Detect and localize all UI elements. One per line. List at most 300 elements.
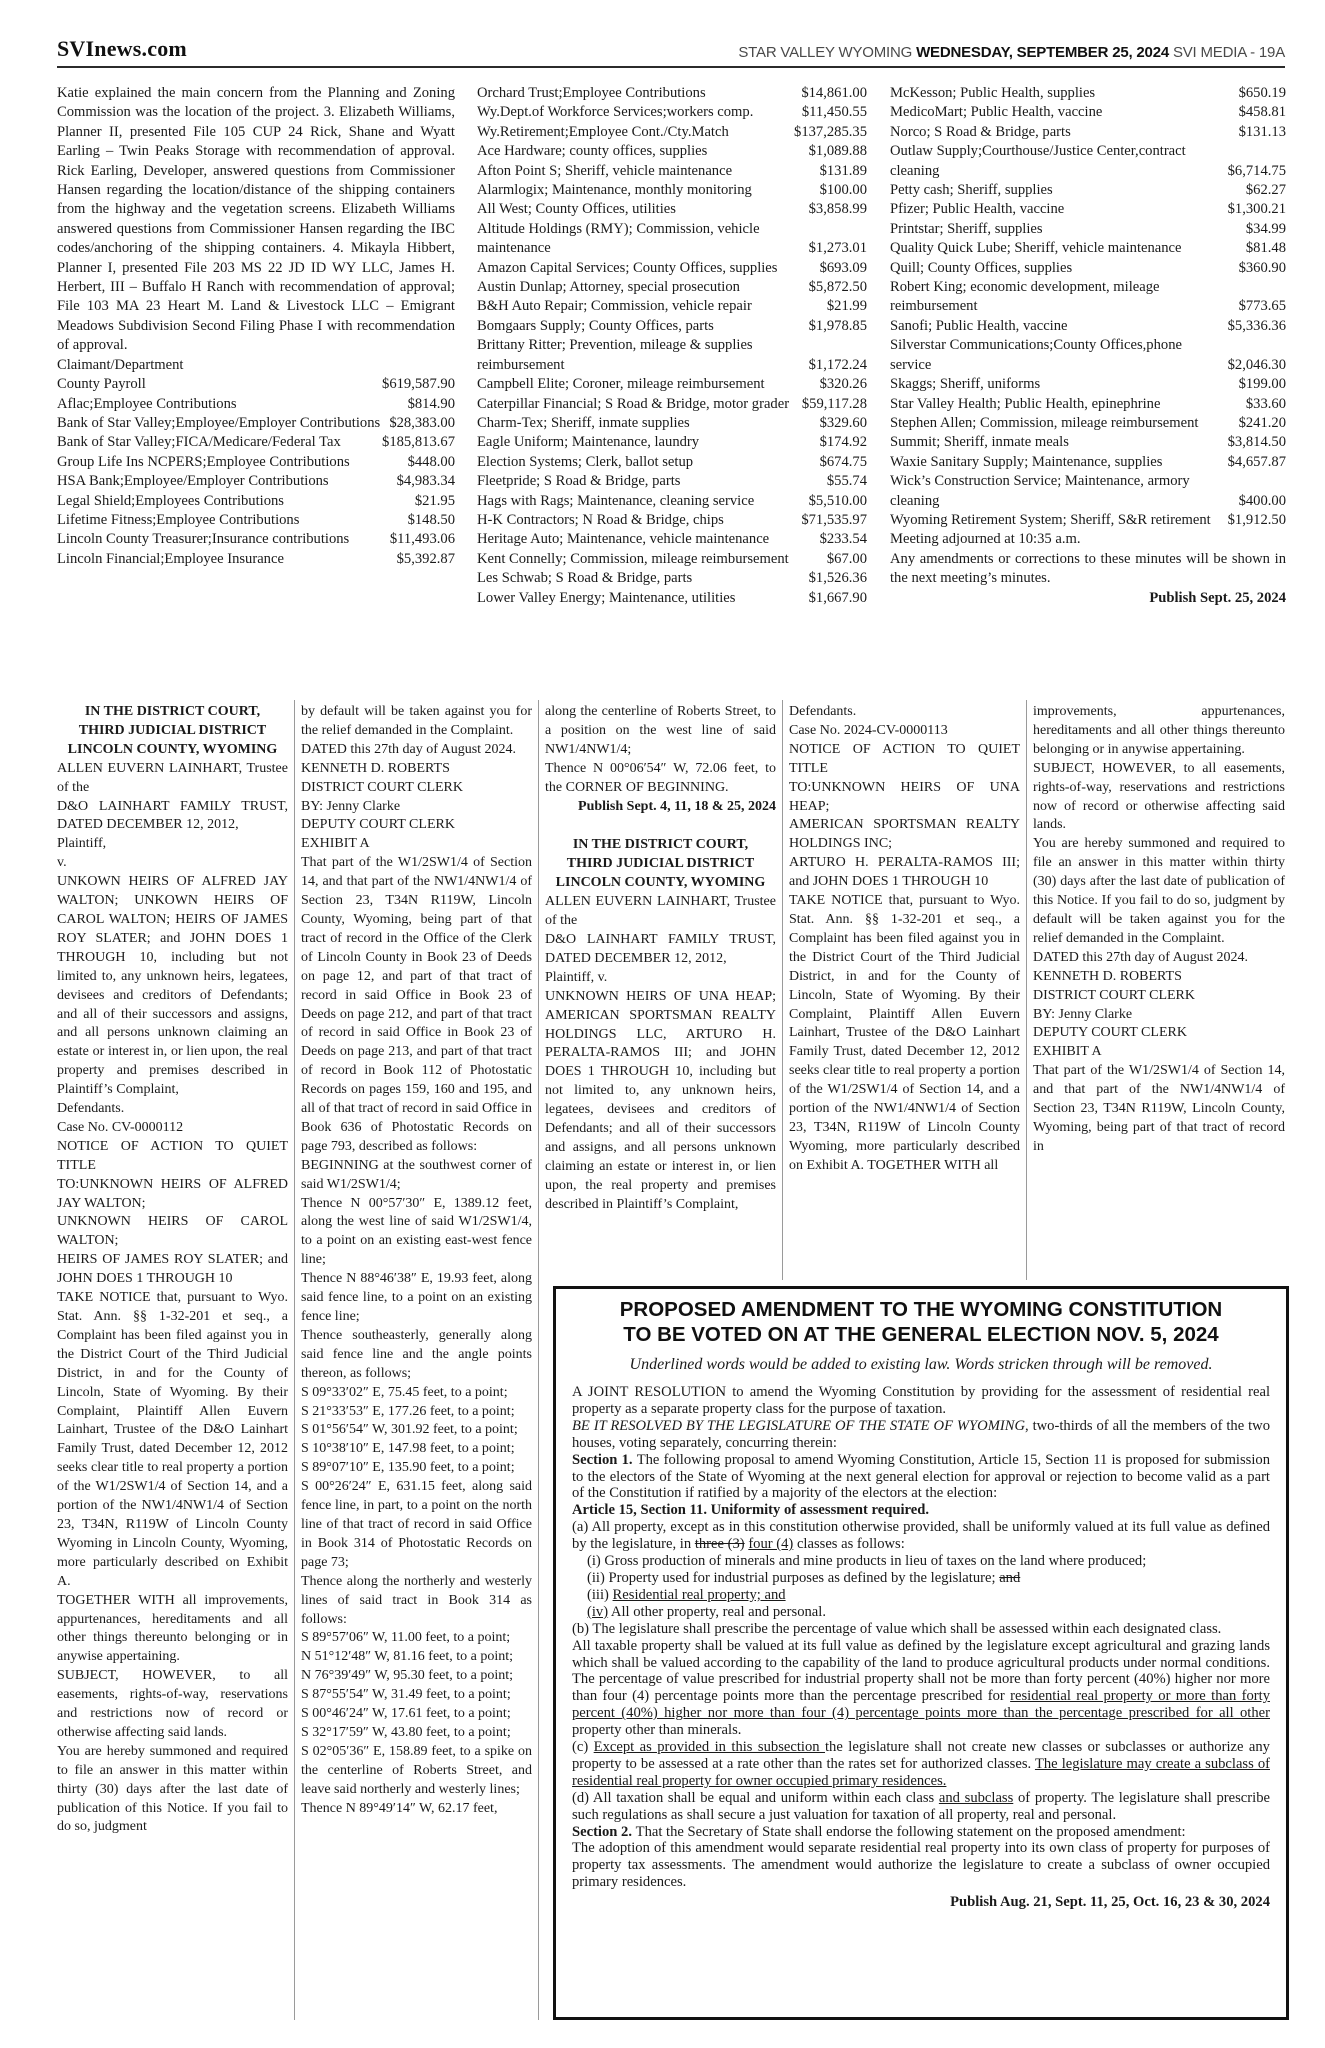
legal-paragraph: S 21°33′53″ E, 177.26 feet, to a point; bbox=[301, 1403, 515, 1419]
legal-line: v. bbox=[57, 855, 67, 871]
amendment-paragraph bbox=[572, 1570, 1270, 1587]
claim-row bbox=[477, 336, 867, 375]
claim-name: B&H Auto Repair; Commission, vehicle repair bbox=[477, 298, 752, 315]
text-segment: (b) The legislature shall prescribe the percentage of value which shall be assessed within each designated class. bbox=[572, 1620, 1222, 1637]
legal-paragraph: Thence southeasterly, generally along said fence line and the angle points thereon, as follows; bbox=[301, 1327, 532, 1381]
court-title-line: THIRD JUDICIAL DISTRICT bbox=[78, 722, 267, 738]
legal-paragraph: TAKE NOTICE that, pursuant to Wyo. Stat. Ann. §§ 1-32-201 et seq., a Complaint has been filed against you in the District Court of the Third Judicial District, in and for the County of Lincoln, State of Wyoming. By their Complaint, Plaintiff Allen Euvern Lainhart, Trustee of the D&O Lainhart Family Trust, dated December 12, 2012 seeks clear title to real property a portion of the W1/2SW1/4 of Section 14, and a portion of the NW1/4NW1/4 of Section 23, T34N, R119W of Lincoln County Wyoming, more particularly described on Exhibit A. TOGETHER WITH all bbox=[789, 893, 1020, 1173]
claim-name: Bank of Star Valley;FICA/Medicare/Federal Tax bbox=[57, 434, 341, 451]
claim-name: Altitude Holdings (RMY); Commission, vehicle maintenance bbox=[477, 220, 760, 257]
claim-name: Norco; S Road & Bridge, parts bbox=[890, 123, 1071, 140]
text-segment: (a) All property, except as in this constitution otherwise provided, shall be uniformly valued at its full value as defined by the legislature, in bbox=[572, 1519, 1270, 1553]
legal-paragraph: D&O LAINHART FAMILY TRUST, DATED DECEMBER 12, 2012, bbox=[545, 931, 776, 966]
legal-paragraph: by default will be taken against you for the relief demanded in the Complaint. bbox=[301, 704, 532, 738]
claim-row bbox=[477, 395, 867, 414]
legal-line: DEPUTY COURT CLERK bbox=[1033, 1025, 1187, 1041]
claim-name: McKesson; Public Health, supplies bbox=[890, 85, 1096, 101]
claim-row bbox=[890, 375, 1286, 394]
amendment-paragraph bbox=[572, 1604, 1270, 1621]
legal-paragraph: S 89°57′06″ W, 11.00 feet, to a point; bbox=[301, 1630, 511, 1646]
claim-name: Lifetime Fitness;Employee Contributions bbox=[57, 511, 300, 528]
adjourned-line: Meeting adjourned at 10:35 a.m. bbox=[890, 531, 1081, 548]
legal-paragraph: N 76°39′49″ W, 95.30 feet, to a point; bbox=[301, 1668, 514, 1684]
claim-name: Bank of Star Valley;Employee/Employer Contributions bbox=[57, 414, 381, 431]
column-rule bbox=[782, 700, 783, 1280]
claim-name: Quill; County Offices, supplies bbox=[890, 259, 1073, 276]
text-segment: All other property, real and personal. bbox=[608, 1603, 826, 1620]
underlined-text: The legislature may create a subclass of residential real property for owner occupied primary residences. bbox=[572, 1755, 1270, 1789]
claim-amount: $100.00 bbox=[819, 182, 867, 199]
claim-row bbox=[477, 492, 867, 511]
claim-amount: $55.74 bbox=[826, 473, 867, 490]
text-segment: That the Secretary of State shall endorse the following statement on the proposed amendment: bbox=[635, 1823, 1186, 1840]
legal-paragraph: TOGETHER WITH all improvements, appurtenances, hereditaments and all other things thereunto belonging or in anywise appertaining. bbox=[57, 1592, 288, 1665]
legal-line: BY: Jenny Clarke bbox=[1033, 1006, 1133, 1022]
legal-paragraph: SUBJECT, HOWEVER, to all easements, rights-of-way, reservations and restrictions now of record or otherwise affecting said lands. bbox=[57, 1668, 288, 1740]
claim-amount: $11,450.55 bbox=[801, 104, 867, 121]
legal-paragraph: DATED this 27th day of August 2024. bbox=[1033, 949, 1249, 965]
claim-amount: $619,587.90 bbox=[382, 376, 455, 393]
claim-row bbox=[890, 433, 1286, 452]
legal-paragraph: DATED this 27th day of August 2024. bbox=[301, 741, 517, 757]
claim-row bbox=[890, 395, 1286, 414]
header-date: WEDNESDAY, SEPTEMBER 25, 2024 bbox=[916, 44, 1169, 61]
claim-amount: $1,300.21 bbox=[1227, 201, 1286, 218]
claim-name: Summit; Sheriff, inmate meals bbox=[890, 434, 1069, 451]
claim-row bbox=[890, 220, 1286, 239]
legal-paragraph: S 32°17′59″ W, 43.80 feet, to a point; bbox=[301, 1724, 511, 1740]
amendment-paragraph bbox=[572, 1824, 1270, 1841]
claim-row bbox=[890, 123, 1286, 142]
court-title-line: IN THE DISTRICT COURT, bbox=[84, 704, 261, 719]
claim-row bbox=[477, 103, 867, 122]
claim-amount: $185,813.67 bbox=[382, 434, 455, 451]
claim-amount: $5,510.00 bbox=[808, 492, 867, 509]
legal-paragraph: S 09°33′02″ E, 75.45 feet, to a point; bbox=[301, 1384, 508, 1400]
claim-name: Sanofi; Public Health, vaccine bbox=[890, 317, 1068, 334]
amendment-note: Underlined words would be added to existing law. Words stricken through will be removed. bbox=[629, 1356, 1213, 1373]
amendment-paragraph bbox=[572, 1519, 1270, 1553]
claim-amount: $67.00 bbox=[826, 550, 867, 567]
claim-row bbox=[477, 530, 867, 549]
claim-name: H-K Contractors; N Road & Bridge, chips bbox=[477, 511, 724, 528]
amendment-paragraph bbox=[572, 1553, 1270, 1570]
claim-row bbox=[57, 530, 455, 549]
underlined-text: Except as provided in this subsection bbox=[593, 1739, 825, 1756]
amendment-paragraph bbox=[572, 1587, 1270, 1604]
claim-amount: $11,493.06 bbox=[389, 531, 455, 548]
legal-paragraph: S 89°07′10″ E, 135.90 feet, to a point; bbox=[301, 1460, 515, 1476]
legal-notice-column-e bbox=[1033, 703, 1285, 1157]
claim-name: Kent Connelly; Commission, mileage reimbursement bbox=[477, 550, 789, 567]
amendment-title-line1: PROPOSED AMENDMENT TO THE WYOMING CONSTITUTION bbox=[619, 1298, 1223, 1321]
claim-row bbox=[890, 511, 1286, 530]
legal-notice-column-a bbox=[57, 703, 288, 1837]
claim-amount: $241.20 bbox=[1238, 414, 1286, 431]
claim-row bbox=[890, 472, 1286, 511]
column-rule bbox=[1026, 700, 1027, 1280]
amendment-paragraph bbox=[572, 1739, 1270, 1790]
legal-paragraph: Case No. 2024-CV-0000113 bbox=[789, 722, 948, 738]
amendment-paragraph bbox=[572, 1418, 1270, 1452]
claim-row bbox=[477, 511, 867, 530]
text-segment: (i) Gross production of minerals and mine products in lieu of taxes on the land where produced; bbox=[587, 1553, 1147, 1570]
text-segment: All taxable property shall be valued at its full value as defined by the legislature except agricultural and grazing lands which shall be valued according to the capability of the land to produce agricultural products under normal conditions. The percentage of value prescribed for industrial property shall not be more than forty percent (40%) higher nor more than four (4) percentage points more than the percentage prescribed for bbox=[572, 1637, 1270, 1705]
claim-row bbox=[57, 453, 455, 472]
claims-list-3 bbox=[890, 84, 1286, 530]
amendment-paragraph bbox=[572, 1502, 1270, 1519]
legal-paragraph: Thence N 88°46′38″ E, 19.93 feet, along said fence line, to a point on an existing fence line; bbox=[301, 1271, 532, 1324]
claim-name: Group Life Ins NCPERS;Employee Contributions bbox=[57, 453, 350, 470]
claim-name: Les Schwab; S Road & Bridge, parts bbox=[477, 570, 693, 587]
claim-amount: $674.75 bbox=[819, 453, 867, 470]
legal-paragraph: HEIRS OF JAMES ROY SLATER; and JOHN DOES 1 THROUGH 10 bbox=[57, 1252, 288, 1287]
claim-row bbox=[890, 453, 1286, 472]
legal-paragraph: That part of the W1/2SW1/4 of Section 14, and that part of the NW1/4NW1/4 of Section 23, T34N R119W, Lincoln County, Wyoming, being part of that tract of record in the Office of the Clerk of Lincoln County in Book 23 of Deeds on page 12, and part of that tract of record in said Office in Book 23 of Deeds on page 212, and part of that tract of record in said Office in Book 23 of Deeds on page 213, and part of that tract of record in Book 112 of Photostatic Records on pages 159, 160 and 195, and all of that tract of record in said Office in Book 636 of Photostatic Records on page 793, described as follows: bbox=[301, 855, 532, 1154]
claim-amount: $137,285.35 bbox=[794, 123, 867, 140]
claim-amount: $81.48 bbox=[1245, 240, 1286, 257]
publish-line: Publish Sept. 4, 11, 18 & 25, 2024 bbox=[578, 798, 776, 814]
claim-amount: $21.99 bbox=[826, 298, 867, 315]
claim-row bbox=[477, 453, 867, 472]
claim-amount: $33.60 bbox=[1245, 395, 1286, 412]
text-segment: (iii) bbox=[587, 1586, 613, 1603]
text-segment: Article 15, Section 11. Uniformity of assessment required. bbox=[572, 1502, 929, 1519]
claim-name: Wick’s Construction Service; Maintenance, armory cleaning bbox=[890, 473, 1190, 509]
legal-paragraph: S 87°55′54″ W, 31.49 feet, to a point; bbox=[301, 1687, 511, 1703]
claim-name: All West; County Offices, utilities bbox=[477, 201, 676, 218]
legal-paragraph: S 02°05′36″ E, 158.89 feet, to a spike on the centerline of Roberts Street, and leave said northerly and westerly lines; bbox=[301, 1743, 532, 1797]
claim-amount: $400.00 bbox=[1238, 492, 1286, 509]
amendment-paragraph bbox=[572, 1638, 1270, 1739]
claim-amount: $5,336.36 bbox=[1227, 317, 1286, 334]
claim-name: Ace Hardware; county offices, supplies bbox=[477, 143, 708, 160]
amendment-paragraph bbox=[572, 1621, 1270, 1638]
claim-amount: $458.81 bbox=[1238, 104, 1286, 121]
legal-paragraph: TO:UNKNOWN HEIRS OF UNA HEAP; bbox=[789, 779, 1020, 814]
claim-amount: $650.19 bbox=[1238, 85, 1286, 101]
minutes-intro-paragraph: Katie explained the main concern from the Planning and Zoning Commission was the location of the project. 3. Elizabeth Williams, Planner II, presented File 105 CUP 24 Rick, Shane and Wyatt Earling – Twin Peaks Storage with recommendation of approval. Rick Earling, Developer, answered questions from Commissioner Hansen regarding the location/distance of the shipping containers from the highway and the vegetation screens. Elizabeth Williams answered questions from Commissioner Hansen regarding the IBC codes/anchoring of the shipping containers. 4. Mikayla Hibbert, Planner I, presented File 203 MS 22 JD ID WY LLC, James H. Herbert, III – Buffalo H Ranch with recommendation of approval; File 103 MA 23 Heart M. Land & Livestock LLC – Emigrant Meadows Subdivision Second Filing Phase I with recommendation of approval. bbox=[57, 85, 455, 354]
claim-name: Lincoln County Treasurer;Insurance contributions bbox=[57, 531, 350, 548]
amendment-paragraph bbox=[572, 1840, 1270, 1891]
claim-name: Orchard Trust;Employee Contributions bbox=[477, 85, 706, 101]
claim-name: Bomgaars Supply; County Offices, parts bbox=[477, 317, 714, 334]
legal-paragraph: Thence along the northerly and westerly lines of said tract in Book 314 as follows: bbox=[301, 1573, 532, 1627]
claim-name: Hags with Rags; Maintenance, cleaning service bbox=[477, 492, 755, 509]
legal-paragraph: AMERICAN SPORTSMAN REALTY HOLDINGS INC; bbox=[789, 817, 1020, 852]
text-segment: Section 1. bbox=[572, 1451, 637, 1468]
header-meta bbox=[738, 44, 1285, 61]
claim-name: HSA Bank;Employee/Employer Contributions bbox=[57, 473, 329, 490]
claim-row bbox=[477, 375, 867, 394]
legal-line: KENNETH D. ROBERTS bbox=[301, 760, 450, 776]
text-segment: , two-thirds of all the members of the two houses, voting separately, concurring therein: bbox=[572, 1417, 1270, 1451]
claim-row bbox=[890, 317, 1286, 336]
claim-row bbox=[890, 414, 1286, 433]
claim-amount: $1,089.88 bbox=[808, 143, 867, 160]
legal-paragraph: UNKNOWN HEIRS OF CAROL WALTON; bbox=[57, 1214, 288, 1249]
text-segment: BE IT RESOLVED BY THE LEGISLATURE OF THE STATE OF WYOMING bbox=[572, 1417, 1026, 1434]
claim-name: Caterpillar Financial; S Road & Bridge, motor grader bbox=[477, 395, 790, 412]
claim-row bbox=[477, 123, 867, 142]
claim-amount: $4,983.34 bbox=[396, 473, 455, 490]
claim-amount: $62.27 bbox=[1245, 182, 1286, 199]
claim-name: Brittany Ritter; Prevention, mileage & supplies reimbursement bbox=[477, 337, 753, 373]
legal-line: Plaintiff, v. bbox=[545, 969, 608, 985]
legal-paragraph: ARTURO H. PERALTA-RAMOS III; and JOHN DOES 1 THROUGH 10 bbox=[789, 855, 1020, 890]
claim-row bbox=[477, 220, 867, 259]
claim-amount: $814.90 bbox=[407, 395, 455, 412]
text-segment: (c) bbox=[572, 1739, 594, 1756]
claim-row bbox=[57, 433, 455, 452]
court-title-line: IN THE DISTRICT COURT, bbox=[572, 837, 749, 853]
claim-amount: $5,392.87 bbox=[396, 550, 455, 567]
legal-paragraph: D&O LAINHART FAMILY TRUST, DATED DECEMBER 12, 2012, bbox=[57, 798, 288, 833]
claim-amount: $1,978.85 bbox=[808, 317, 867, 334]
claim-amount: $3,858.99 bbox=[808, 201, 867, 218]
claim-amount: $21.95 bbox=[414, 492, 455, 509]
claim-name: Fleetpride; S Road & Bridge, parts bbox=[477, 473, 681, 490]
claim-row bbox=[477, 162, 867, 181]
claim-row bbox=[57, 414, 455, 433]
amendment-box bbox=[553, 1286, 1289, 2020]
claim-name: Legal Shield;Employees Contributions bbox=[57, 492, 284, 509]
claim-amount: $148.50 bbox=[407, 511, 455, 528]
claim-amount: $693.09 bbox=[819, 259, 867, 276]
claim-name: MedicoMart; Public Health, vaccine bbox=[890, 104, 1103, 121]
legal-line: EXHIBIT A bbox=[1033, 1044, 1102, 1060]
claim-row bbox=[477, 142, 867, 161]
underlined-text: (iv) bbox=[587, 1603, 609, 1620]
claim-row bbox=[477, 317, 867, 336]
minutes-publish-line: Publish Sept. 25, 2024 bbox=[1149, 589, 1286, 606]
column-rule bbox=[538, 700, 539, 2020]
claim-amount: $59,117.28 bbox=[801, 395, 867, 412]
legal-paragraph: That part of the W1/2SW1/4 of Section 14, and that part of the NW1/4NW1/4 of Section 23, T34N R119W, Lincoln County, Wyoming, being part of that tract of record in bbox=[1033, 1063, 1285, 1154]
claim-name: Lincoln Financial;Employee Insurance bbox=[57, 550, 284, 567]
legal-paragraph: Thence N 00°06′54″ W, 72.06 feet, to the CORNER OF BEGINNING. bbox=[545, 760, 776, 795]
legal-paragraph: SUBJECT, HOWEVER, to all easements, rights-of-way, reservations and restrictions now of record or otherwise affecting said lands. bbox=[1033, 760, 1285, 833]
claim-amount: $174.92 bbox=[819, 434, 867, 451]
amendment-body bbox=[572, 1384, 1270, 1891]
legal-line: BY: Jenny Clarke bbox=[301, 798, 401, 814]
amendment-title-line2: TO BE VOTED ON AT THE GENERAL ELECTION NOV. 5, 2024 bbox=[623, 1323, 1219, 1346]
claim-row bbox=[477, 472, 867, 491]
amendments-note: Any amendments or corrections to these minutes will be shown in the next meeting’s minutes. bbox=[890, 550, 1286, 587]
legal-paragraph: S 10°38′10″ E, 147.98 feet, to a point; bbox=[301, 1441, 515, 1457]
legal-paragraph: ALLEN EUVERN LAINHART, Trustee of the bbox=[57, 760, 288, 795]
underlined-text: residential real property or more than forty percent (40%) higher nor more than four (4) percentage points more than the percentage prescribed for all other bbox=[572, 1688, 1270, 1722]
legal-paragraph: Case No. CV-0000112 bbox=[57, 1119, 184, 1135]
header-rule bbox=[57, 66, 1285, 68]
claim-name: Lower Valley Energy; Maintenance, utilities bbox=[477, 589, 736, 606]
claim-row bbox=[477, 589, 867, 608]
text-segment: classes as follows: bbox=[793, 1536, 905, 1553]
claim-row bbox=[477, 550, 867, 569]
claim-amount: $3,814.50 bbox=[1227, 434, 1286, 451]
text-segment: Section 2. bbox=[572, 1823, 636, 1840]
legal-notice-column-d bbox=[789, 703, 1020, 1176]
legal-paragraph: Thence N 89°49′14″ W, 62.17 feet, bbox=[301, 1800, 498, 1816]
claim-row bbox=[890, 259, 1286, 278]
claim-name: Printstar; Sheriff, supplies bbox=[890, 220, 1043, 237]
legal-line: KENNETH D. ROBERTS bbox=[1033, 968, 1182, 984]
claim-row bbox=[890, 103, 1286, 122]
claim-name: Aflac;Employee Contributions bbox=[57, 395, 237, 412]
legal-paragraph: S 00°26′24″ E, 631.15 feet, along said fence line, in part, to a point on the north line of that tract of record in said Office in Book 314 of Photostatic Records on page 73; bbox=[301, 1479, 532, 1570]
legal-paragraph: improvements, appurtenances, hereditaments and all other things thereunto belonging or in anywise appertaining. bbox=[1033, 704, 1285, 757]
amendment-paragraph bbox=[572, 1384, 1270, 1418]
claim-row bbox=[57, 492, 455, 511]
claim-name: Petty cash; Sheriff, supplies bbox=[890, 182, 1053, 199]
underlined-text: and subclass bbox=[938, 1789, 1014, 1806]
minutes-column-3 bbox=[890, 84, 1286, 608]
stricken-text: and bbox=[999, 1569, 1021, 1586]
text-segment: (ii) Property used for industrial purposes as defined by the legislature; bbox=[587, 1569, 1000, 1586]
text-segment: A JOINT RESOLUTION to amend the Wyoming Constitution by providing for the assessment of residential real property as a separate property class for the purpose of taxation. bbox=[572, 1384, 1270, 1417]
legal-paragraph: You are hereby summoned and required to file an answer in this matter within thirty (30) days after the last date of publication of this Notice. If you fail to do so, judgment by default will be taken against you for the relief demanded in the Complaint. bbox=[1033, 836, 1285, 946]
claim-amount: $4,657.87 bbox=[1227, 453, 1286, 470]
underlined-text: Residential real property; and bbox=[612, 1586, 786, 1603]
claim-row bbox=[477, 84, 867, 103]
claim-name: Amazon Capital Services; County Offices, supplies bbox=[477, 259, 778, 276]
claim-name: Alarmlogix; Maintenance, monthly monitoring bbox=[477, 182, 752, 199]
claim-name: Heritage Auto; Maintenance, vehicle maintenance bbox=[477, 531, 770, 548]
legal-line: Defendants. bbox=[789, 704, 857, 719]
claim-name: Robert King; economic development, mileage reimbursement bbox=[890, 279, 1160, 315]
claim-name: Austin Dunlap; Attorney, special prosecution bbox=[477, 279, 740, 296]
legal-line: DISTRICT COURT CLERK bbox=[301, 779, 463, 795]
legal-paragraph: NOTICE OF ACTION TO QUIET TITLE bbox=[789, 741, 1020, 776]
claim-name: Wyoming Retirement System; Sheriff, S&R retirement bbox=[890, 511, 1211, 528]
court-title-line: LINCOLN COUNTY, WYOMING bbox=[555, 875, 766, 891]
claim-row bbox=[890, 278, 1286, 317]
header-location: STAR VALLEY WYOMING bbox=[738, 44, 917, 61]
text-segment: the legislature shall not create new classes or subclasses or authorize any property to be assessed at a rate other than the rates set for authorized classes. bbox=[572, 1739, 1270, 1772]
claim-name: Election Systems; Clerk, ballot setup bbox=[477, 453, 694, 470]
claim-amount: $448.00 bbox=[407, 453, 455, 470]
claim-amount: $320.26 bbox=[819, 376, 867, 393]
underlined-text: four (4) bbox=[748, 1536, 794, 1553]
text-segment: The following proposal to amend Wyoming Constitution, Article 15, Section 11 is proposed for submission to the electors of the State of Wyoming at the next general election for approval or rejection to become valid as a part of the Constitution if ratified by a majority of the electors at the election: bbox=[572, 1451, 1270, 1502]
court-title-line: THIRD JUDICIAL DISTRICT bbox=[566, 856, 755, 872]
minutes-column-2 bbox=[477, 84, 867, 608]
legal-line: Plaintiff, bbox=[57, 836, 107, 852]
claim-name: Charm-Tex; Sheriff, inmate supplies bbox=[477, 414, 690, 431]
claims-list-1 bbox=[57, 375, 455, 569]
claim-name: Wy.Dept.of Workforce Services;workers comp. bbox=[477, 104, 754, 121]
header-edition: SVI MEDIA - 19A bbox=[1168, 44, 1285, 61]
claim-name: County Payroll bbox=[57, 376, 146, 393]
text-segment: of property. The legislature shall prescribe such regulations as shall secure a just valuation for taxation of all property, real and personal. bbox=[572, 1789, 1270, 1823]
legal-paragraph: Thence N 00°57′30″ E, 1389.12 feet, along the west line of said W1/2SW1/4, to a point on an existing east-west fence line; bbox=[301, 1195, 532, 1268]
claim-row bbox=[477, 433, 867, 452]
claim-row bbox=[890, 200, 1286, 219]
claim-amount: $1,912.50 bbox=[1227, 511, 1286, 528]
claims-list-2 bbox=[477, 84, 867, 608]
legal-paragraph: S 01°56′54″ W, 301.92 feet, to a point; bbox=[301, 1422, 518, 1438]
claim-amount: $14,861.00 bbox=[801, 85, 867, 101]
claim-amount: $5,872.50 bbox=[808, 279, 867, 296]
claim-row bbox=[890, 181, 1286, 200]
claim-row bbox=[890, 336, 1286, 375]
claim-name: Star Valley Health; Public Health, epinephrine bbox=[890, 395, 1161, 412]
claim-amount: $1,172.24 bbox=[808, 356, 867, 373]
claim-row bbox=[890, 239, 1286, 258]
claim-amount: $2,046.30 bbox=[1227, 356, 1286, 373]
claim-row bbox=[477, 200, 867, 219]
claim-row bbox=[477, 569, 867, 588]
claim-amount: $131.89 bbox=[819, 162, 867, 179]
legal-paragraph: TO:UNKNOWN HEIRS OF ALFRED JAY WALTON; bbox=[57, 1176, 288, 1211]
claim-amount: $1,526.36 bbox=[808, 570, 867, 587]
claim-name: Wy.Retirement;Employee Cont./Cty.Match bbox=[477, 123, 729, 140]
claim-amount: $1,273.01 bbox=[808, 240, 867, 257]
claim-name: Eagle Uniform; Maintenance, laundry bbox=[477, 434, 700, 451]
legal-notice-column-b bbox=[301, 703, 532, 1818]
legal-paragraph: ALLEN EUVERN LAINHART, Trustee of the bbox=[545, 894, 776, 929]
legal-notice-column-c bbox=[545, 703, 776, 1215]
legal-line: Defendants. bbox=[57, 1101, 125, 1117]
claim-amount: $34.99 bbox=[1245, 220, 1286, 237]
claim-name: Silverstar Communications;County Offices,phone service bbox=[890, 337, 1182, 373]
claim-name: Afton Point S; Sheriff, vehicle maintenance bbox=[477, 162, 733, 179]
legal-paragraph: UNKNOWN HEIRS OF UNA HEAP; AMERICAN SPORTSMAN REALTY HOLDINGS LLC, ARTURO H. PERALTA-RAMOS III; and JOHN DOES 1 THROUGH 10, including but not limited to, any unknown heirs, legatees, devisees and creditors of Defendants; and all of their successors and assigns, and all persons unknown claiming an estate or interest in, or lien upon, the real property and premises described in Plaintiff’s Complaint, bbox=[545, 988, 776, 1212]
site-name: SVInews.com bbox=[57, 36, 187, 61]
claim-row bbox=[57, 472, 455, 491]
claim-amount: $1,667.90 bbox=[808, 589, 867, 606]
claim-amount: $71,535.97 bbox=[801, 511, 867, 528]
legal-paragraph: along the centerline of Roberts Street, to a position on the west line of said NW1/4NW1/4; bbox=[545, 704, 776, 757]
claim-amount: $28,383.00 bbox=[389, 414, 455, 431]
court-title-line: LINCOLN COUNTY, WYOMING bbox=[67, 741, 278, 757]
stricken-text: three (3) bbox=[694, 1536, 745, 1553]
claim-name: Campbell Elite; Coroner, mileage reimbursement bbox=[477, 376, 765, 393]
claim-row bbox=[57, 511, 455, 530]
text-segment: (d) All taxation shall be equal and uniform within each class bbox=[572, 1789, 939, 1806]
claim-name: Stephen Allen; Commission, mileage reimbursement bbox=[890, 414, 1199, 431]
claim-row bbox=[477, 414, 867, 433]
claim-row bbox=[477, 278, 867, 297]
claim-name: Quality Quick Lube; Sheriff, vehicle maintenance bbox=[890, 240, 1182, 257]
amendment-paragraph bbox=[572, 1452, 1270, 1503]
claim-amount: $199.00 bbox=[1238, 376, 1286, 393]
claim-amount: $773.65 bbox=[1238, 298, 1286, 315]
claim-row bbox=[57, 550, 455, 569]
spacer bbox=[545, 816, 776, 836]
legal-paragraph: You are hereby summoned and required to file an answer in this matter within thirty (30) days after the last date of publication of this Notice. If you fail to do so, judgment bbox=[57, 1743, 288, 1835]
claim-row bbox=[57, 375, 455, 394]
claim-amount: $329.60 bbox=[819, 414, 867, 431]
legal-paragraph: UNKOWN HEIRS OF ALFRED JAY WALTON; UNKOWN HEIRS OF CAROL WALTON; HEIRS OF JAMES ROY SLATER; and JOHN DOES 1 THROUGH 10, including but not limited to, any unknown heirs, legatees, devisees and creditors of Defendants; and all of their successors and assigns, and all persons unknown claiming an estate or interest in, or lien upon, the real property and premises described in Plaintiff’s Complaint, bbox=[57, 874, 288, 1098]
column-rule bbox=[294, 700, 295, 2020]
text-segment: The adoption of this amendment would separate residential real property into its own class of property for purposes of property tax assessments. The amendment would authorize the legislature to create a subclass of owner occupied primary residences. bbox=[572, 1840, 1270, 1891]
legal-line: DEPUTY COURT CLERK bbox=[301, 817, 455, 833]
claim-amount: $360.90 bbox=[1238, 259, 1286, 276]
claim-row bbox=[477, 181, 867, 200]
legal-line: EXHIBIT A bbox=[301, 836, 370, 852]
legal-paragraph: BEGINNING at the southwest corner of said W1/2SW1/4; bbox=[301, 1157, 532, 1192]
legal-paragraph: TAKE NOTICE that, pursuant to Wyo. Stat. Ann. §§ 1-32-201 et seq., a Complaint has been filed against you in the District Court of the Third Judicial District, in and for the County of Lincoln, State of Wyoming. By their Complaint, Plaintiff Allen Euvern Lainhart, Trustee of the D&O Lainhart Family Trust, dated December 12, 2012 seeks clear title to real property a portion of the W1/2SW1/4 of Section 14, and a portion of the NW1/4NW1/4 of Section 23, T34N, R119W of Lincoln County Wyoming in Lincoln County, Wyoming, more particularly described on Exhibit A. bbox=[57, 1290, 288, 1589]
claim-row bbox=[477, 259, 867, 278]
claim-name: Pfizer; Public Health, vaccine bbox=[890, 201, 1065, 218]
claim-amount: $233.54 bbox=[819, 531, 867, 548]
legal-paragraph: NOTICE OF ACTION TO QUIET TITLE bbox=[57, 1138, 288, 1173]
amendment-paragraph bbox=[572, 1790, 1270, 1824]
claim-row bbox=[890, 84, 1286, 103]
minutes-column-1 bbox=[57, 84, 455, 569]
amendment-publish-line: Publish Aug. 21, Sept. 11, 25, Oct. 16, 23 & 30, 2024 bbox=[950, 1894, 1270, 1911]
